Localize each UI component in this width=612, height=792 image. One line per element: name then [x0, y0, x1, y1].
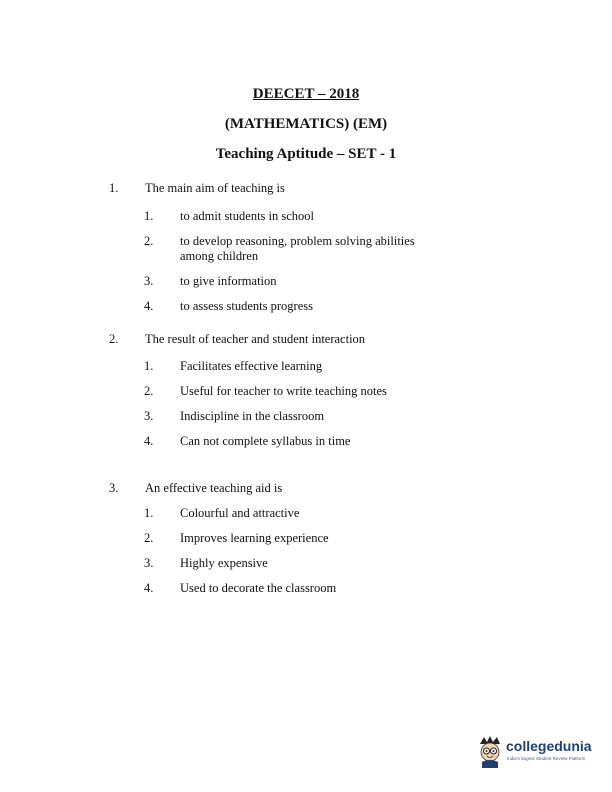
question-number: 1.	[109, 181, 119, 195]
option-number: 2.	[144, 531, 154, 545]
document-title: DEECET – 2018	[252, 86, 360, 102]
option-text: Colourful and attractive	[180, 506, 300, 520]
option-text: to assess students progress	[180, 299, 313, 313]
option-number: 3.	[144, 409, 154, 423]
option-text: to admit students in school	[180, 209, 315, 223]
option-text: Improves learning experience	[180, 531, 329, 545]
option-text: Indiscipline in the classroom	[180, 409, 325, 423]
logo-name: collegedunia	[506, 738, 592, 754]
document-subject: (MATHEMATICS) (EM)	[224, 116, 388, 132]
collegedunia-logo	[476, 734, 596, 774]
option-text: Highly expensive	[180, 556, 268, 570]
question-text: An effective teaching aid is	[145, 481, 283, 495]
option-text: Useful for teacher to write teaching notes	[180, 384, 387, 398]
option-number: 2.	[144, 384, 154, 398]
option-number: 1.	[144, 359, 154, 373]
option-number: 1.	[144, 506, 154, 520]
option-text: to give information	[180, 274, 277, 288]
document-set: Teaching Aptitude – SET - 1	[215, 146, 397, 162]
option-text: Used to decorate the classroom	[180, 581, 337, 595]
option-number: 4.	[144, 434, 154, 448]
question-text: The main aim of teaching is	[145, 181, 285, 195]
option-number: 1.	[144, 209, 154, 223]
question-number: 2.	[109, 332, 119, 346]
option-number: 4.	[144, 299, 154, 313]
logo-tagline: India's largest Student Review Platform	[507, 756, 586, 761]
option-text: Can not complete syllabus in time	[180, 434, 351, 448]
question-number: 3.	[109, 481, 119, 495]
question-text: The result of teacher and student interaction	[145, 332, 366, 346]
option-number: 4.	[144, 581, 154, 595]
option-text: to develop reasoning, problem solving abilities among children	[180, 234, 415, 263]
option-text: Facilitates effective learning	[180, 359, 323, 373]
option-number: 3.	[144, 274, 154, 288]
option-number: 2.	[144, 234, 154, 248]
student-mascot-icon	[476, 734, 504, 774]
option-number: 3.	[144, 556, 154, 570]
